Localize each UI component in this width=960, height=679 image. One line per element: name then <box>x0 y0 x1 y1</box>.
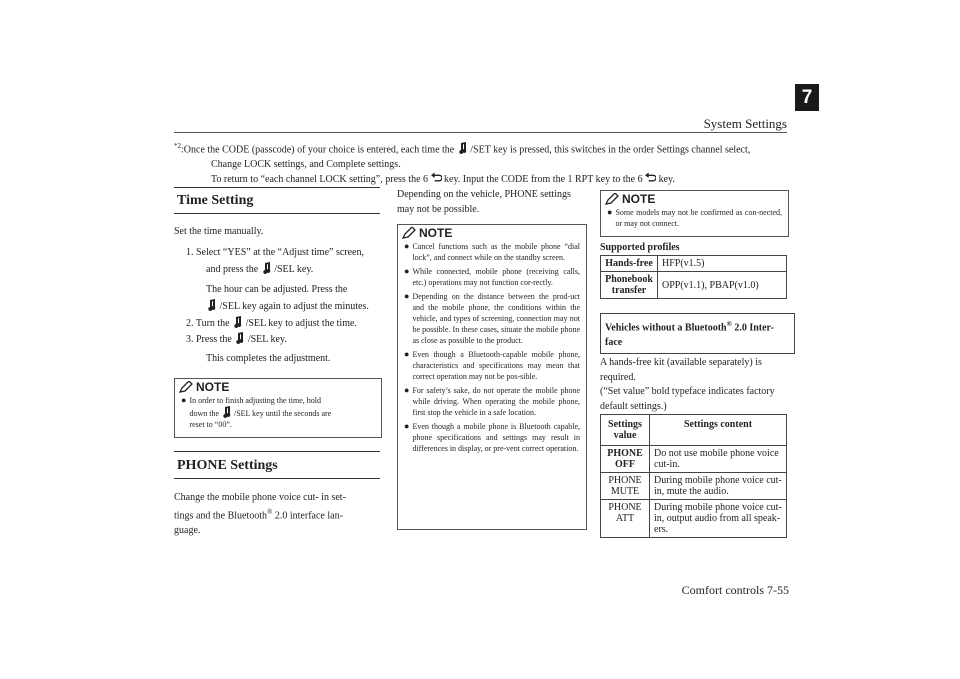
step-text: 1. Select “YES” at the “Adjust time” screen, <box>186 247 364 258</box>
section-rule <box>174 478 380 479</box>
footnote-text: Change LOCK settings, and Complete settings. <box>211 159 401 171</box>
table-cell: PHONE ATT <box>601 500 650 538</box>
table-cell: Phonebook transfer <box>601 272 658 299</box>
table-cell: During mobile phone voice cut-in, mute the audio. <box>650 473 787 500</box>
bullet-icon: ● <box>404 266 410 276</box>
table-cell: HFP(v1.5) <box>658 256 787 272</box>
music-note-icon <box>221 406 232 418</box>
bullet-icon: ● <box>404 291 410 301</box>
music-note-icon <box>206 299 217 311</box>
table-row <box>601 256 787 272</box>
step-text: /SEL key again to adjust the minutes. <box>206 299 369 314</box>
section-rule <box>174 187 380 188</box>
pencil-icon <box>402 227 416 239</box>
note-text: Even though a mobile phone is Bluetooth capable, phone specifications and settings may result in differences in display, or pre-vent correct operation. <box>412 422 580 453</box>
paragraph: Set the time manually. <box>174 226 264 237</box>
table-cell: Hands-free <box>601 256 658 272</box>
page-footer: Comfort controls 7-55 <box>681 583 789 597</box>
footnote <box>174 139 788 187</box>
note-text: For safety’s sake, do not operate the mobile phone while driving. When operating the mobile phone, first stop the vehicle in a safe location. <box>412 386 580 417</box>
note-item <box>404 291 580 346</box>
pencil-icon <box>179 381 193 393</box>
table-cell: OPP(v1.1), PBAP(v1.0) <box>658 272 787 299</box>
subheading-supported-profiles: Supported profiles <box>600 242 680 253</box>
step-text: and press the /SEL key. <box>206 264 314 275</box>
vehicles-heading-box: Vehicles without a Bluetooth® 2.0 Inter-face <box>600 313 795 354</box>
note-text: Some models may not be confirmed as con-nected, or may not connect. <box>615 208 782 228</box>
note-box <box>174 378 382 438</box>
music-note-icon <box>232 316 243 328</box>
note-text: In order to finish adjusting the time, hold down the /SEL key until the seconds are reset to “00”. <box>189 396 332 429</box>
note-item <box>404 421 580 454</box>
profiles-table <box>600 255 787 299</box>
step-text: 2. Turn the /SEL key to adjust the time. <box>186 318 357 329</box>
paragraph: A hands-free kit (available separately) is required. <box>600 357 762 383</box>
table-cell: Do not use mobile phone voice cut-in. <box>650 446 787 473</box>
footnote-text: /SET key is pressed, this switches in the order Settings channel select, <box>467 144 751 156</box>
paragraph: (“Set value” bold typeface indicates factory default settings.) <box>600 386 775 412</box>
section-heading-time-setting: Time Setting <box>177 193 254 208</box>
music-note-icon <box>261 262 272 274</box>
step-text: 3. Press the /SEL key. <box>186 334 287 345</box>
paragraph: Change the mobile phone voice cut- in set- tings and the Bluetooth® 2.0 interface lan- guage. <box>174 492 346 537</box>
note-text: Depending on the distance between the prod-uct and the mobile phone, the conditions within the vehicle, and types of screening, connection may not be possible. In these cases, situate the mobile phone as close as possible to the product. <box>412 292 580 345</box>
note-item <box>404 241 580 263</box>
note-header: NOTE <box>601 191 788 207</box>
note-box <box>600 190 789 237</box>
footnote-text: key. <box>656 174 675 186</box>
paragraph: Depending on the vehicle, PHONE settings may not be possible. <box>397 189 571 215</box>
pencil-icon <box>605 193 619 205</box>
bullet-icon: ● <box>404 241 410 251</box>
note-item <box>404 385 580 418</box>
return-arrow-icon <box>645 172 656 184</box>
section-heading-phone-settings: PHONE Settings <box>177 458 278 473</box>
table-header-cell: Settings value <box>601 415 650 446</box>
settings-table <box>600 414 787 538</box>
paragraph: This completes the adjustment. <box>206 353 331 364</box>
bullet-icon: ● <box>607 207 613 217</box>
table-row <box>601 473 787 500</box>
bullet-icon: ● <box>404 421 410 431</box>
note-text: While connected, mobile phone (receiving calls, etc.) operations may not function cor-rectly. <box>412 267 580 287</box>
page-header-title: System Settings <box>703 116 787 131</box>
note-header: NOTE <box>398 225 586 241</box>
table-row <box>601 272 787 299</box>
music-note-icon <box>457 142 468 154</box>
footnote-text: :Once the CODE (passcode) of your choice is entered, each time the <box>181 144 457 156</box>
note-item <box>404 349 580 382</box>
note-text: Cancel functions such as the mobile phone “dial lock”, and connect while on the standby screen. <box>412 242 580 262</box>
table-row <box>601 446 787 473</box>
section-rule <box>174 451 380 452</box>
table-row <box>601 500 787 538</box>
table-cell: During mobile phone voice cut-in, output audio from all speak-ers. <box>650 500 787 538</box>
table-header-cell: Settings content <box>650 415 787 446</box>
bullet-icon: ● <box>181 395 187 405</box>
chapter-tab: 7 <box>795 84 819 111</box>
table-cell: PHONE MUTE <box>601 473 650 500</box>
table-cell: PHONE OFF <box>601 446 650 473</box>
header-divider <box>174 132 787 133</box>
footnote-marker: *2 <box>174 142 181 150</box>
step-text: The hour can be adjusted. Press the <box>206 284 348 295</box>
note-item <box>404 266 580 288</box>
footnote-text: key. Input the CODE from the 1 RPT key to the 6 <box>441 174 646 186</box>
footnote-text: To return to “each channel LOCK setting”, press the 6 <box>211 174 431 186</box>
table-header-row <box>601 415 787 446</box>
note-box <box>397 224 587 530</box>
bullet-icon: ● <box>404 349 410 359</box>
note-header: NOTE <box>175 379 381 395</box>
bullet-icon: ● <box>404 385 410 395</box>
note-text: Even though a Bluetooth-capable mobile phone, characteristics and specifications may mean that correct operation may not be pos-sible. <box>412 350 580 381</box>
return-arrow-icon <box>431 172 442 184</box>
music-note-icon <box>234 332 245 344</box>
section-rule <box>174 213 380 214</box>
